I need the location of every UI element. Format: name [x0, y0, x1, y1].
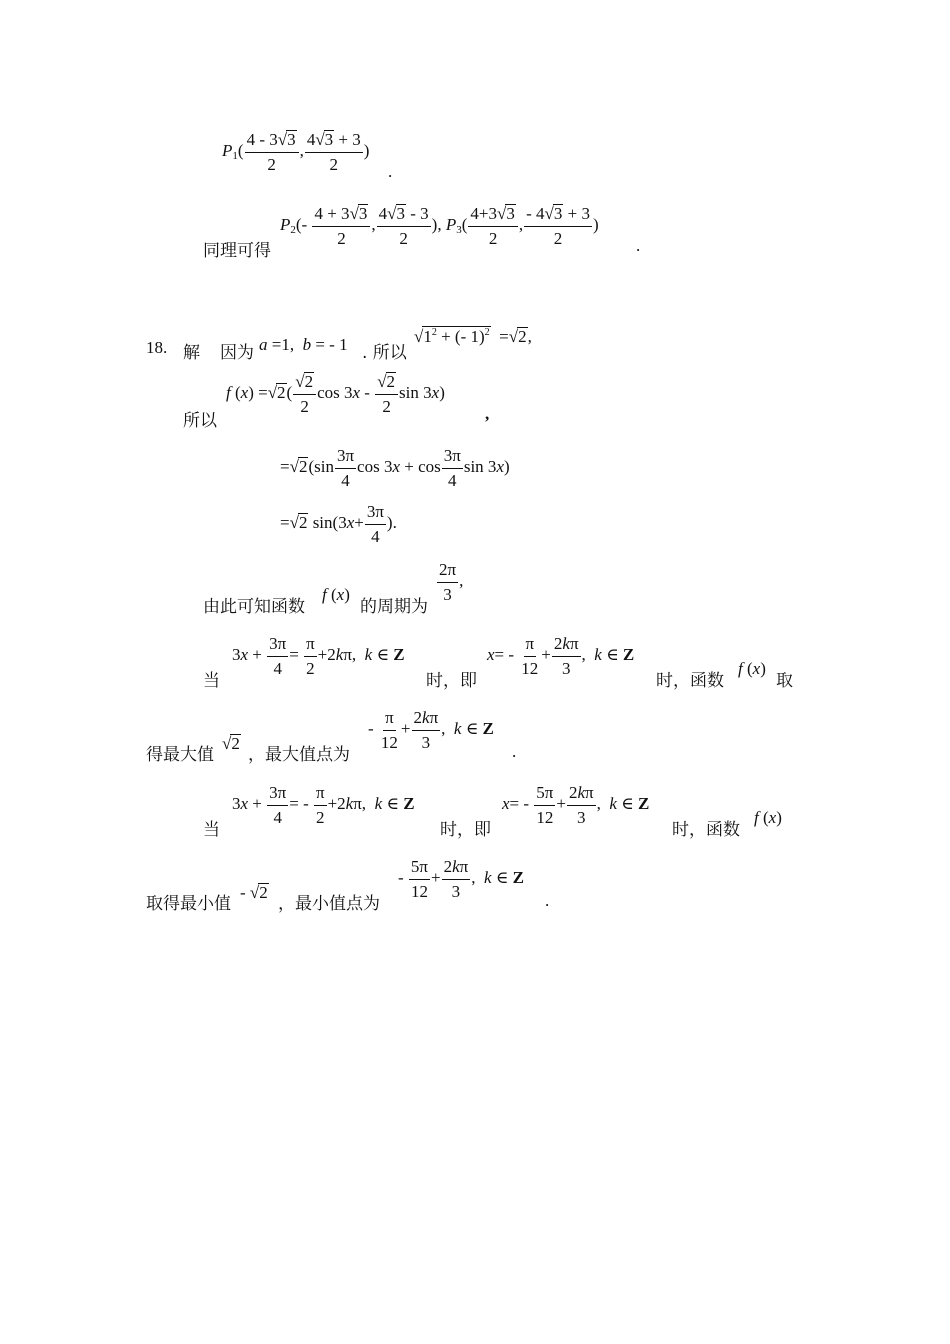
- min-value-text: 取得最小值: [146, 894, 231, 914]
- fx-line3: =√2 sin(3x+ $\frac{3\pi}{4}$ ).: [280, 502, 397, 546]
- suoyi-label: . 所以: [362, 343, 407, 363]
- shi-ji2-label: 时，即: [440, 820, 491, 840]
- shi-hanshu2-label: 时，函数: [672, 820, 740, 840]
- suoyi2-label: 所以: [183, 411, 217, 431]
- min-point-text: ，最小值点为: [278, 894, 380, 914]
- min-x: x= - $\frac{5\pi}{12}$ + $\frac{2k\pi}{3}$ , k ∈ Z: [502, 783, 650, 827]
- max-point-text: ，最大值点为: [248, 745, 350, 765]
- period-value: $\frac{2\pi}{3}$ ,: [439, 560, 464, 604]
- shi-ji-label: 时，即: [426, 671, 477, 691]
- fx-line1-comma: ,: [485, 404, 490, 423]
- min-value: - √2: [240, 883, 268, 902]
- max-point: - $\frac{\pi}{12}$ + $\frac{2k\pi}{3}$ , k ∈ Z: [368, 708, 494, 752]
- max-end: .: [512, 742, 517, 761]
- min-end: .: [545, 891, 550, 910]
- max-x: x= - $\frac{\pi}{12}$ + $\frac{2k\pi}{3}$ , k ∈ Z: [487, 634, 635, 678]
- question-number: 18.: [146, 338, 168, 357]
- period-text: 由此可知函数: [203, 597, 305, 617]
- jie-label: 解: [183, 343, 200, 363]
- period-text2: 的周期为: [360, 597, 428, 617]
- min-point: - $\frac{5\pi}{12}$ + $\frac{2k\pi}{3}$ , k ∈ Z: [398, 857, 524, 901]
- hanshu-fx: f (x): [738, 659, 766, 678]
- yinwei-label: 因为: [220, 343, 254, 363]
- p1-expression: $P_1$( $\frac{4 - 3√3}{2}$ , $\frac{4√3 + 3}{2}$ ): [222, 130, 370, 174]
- sqrt-expression: $√1^2$ + (- 1)$^2$ =√2,: [414, 327, 532, 346]
- p2p3-period: .: [636, 236, 641, 255]
- fx-line1: f (x) =√2( $\frac{√2}{2}$ cos 3x - $\frac{√2}{2}$ sin 3x): [226, 372, 445, 416]
- tongli-label: 同理可得: [203, 241, 271, 261]
- ab-values: a =1, b = - 1: [259, 335, 348, 354]
- qu-label: 取: [776, 671, 793, 691]
- shi-hanshu-label: 时，函数: [656, 671, 724, 691]
- dang-label: 当: [203, 671, 220, 691]
- period-fx: f (x): [322, 585, 350, 604]
- fx-line2: =√2(sin $\frac{3\pi}{4}$ cos 3x + cos $\frac{3\pi}{4}$ sin 3x): [280, 446, 510, 490]
- p2p3-expression: $P_2(-$ $\frac{4 + 3√3}{2}$ , $\frac{4√3 - 3}{2}$ ), $P_3$( $\frac{4+3√3}{2}$ , $\frac{- 4√3 + 3}{2}$ ): [280, 204, 599, 248]
- max-condition: 3x + $\frac{3\pi}{4}$ = $\frac{\pi}{2}$ +2kπ, k ∈ Z: [232, 634, 405, 678]
- hanshu-fx2: f (x): [754, 808, 782, 827]
- dang2-label: 当: [203, 820, 220, 840]
- min-condition: 3x + $\frac{3\pi}{4}$ = - $\frac{\pi}{2}$ +2kπ, k ∈ Z: [232, 783, 415, 827]
- p1-period: .: [388, 162, 393, 181]
- max-value: √2: [222, 734, 240, 753]
- max-value-text: 得最大值: [146, 745, 214, 765]
